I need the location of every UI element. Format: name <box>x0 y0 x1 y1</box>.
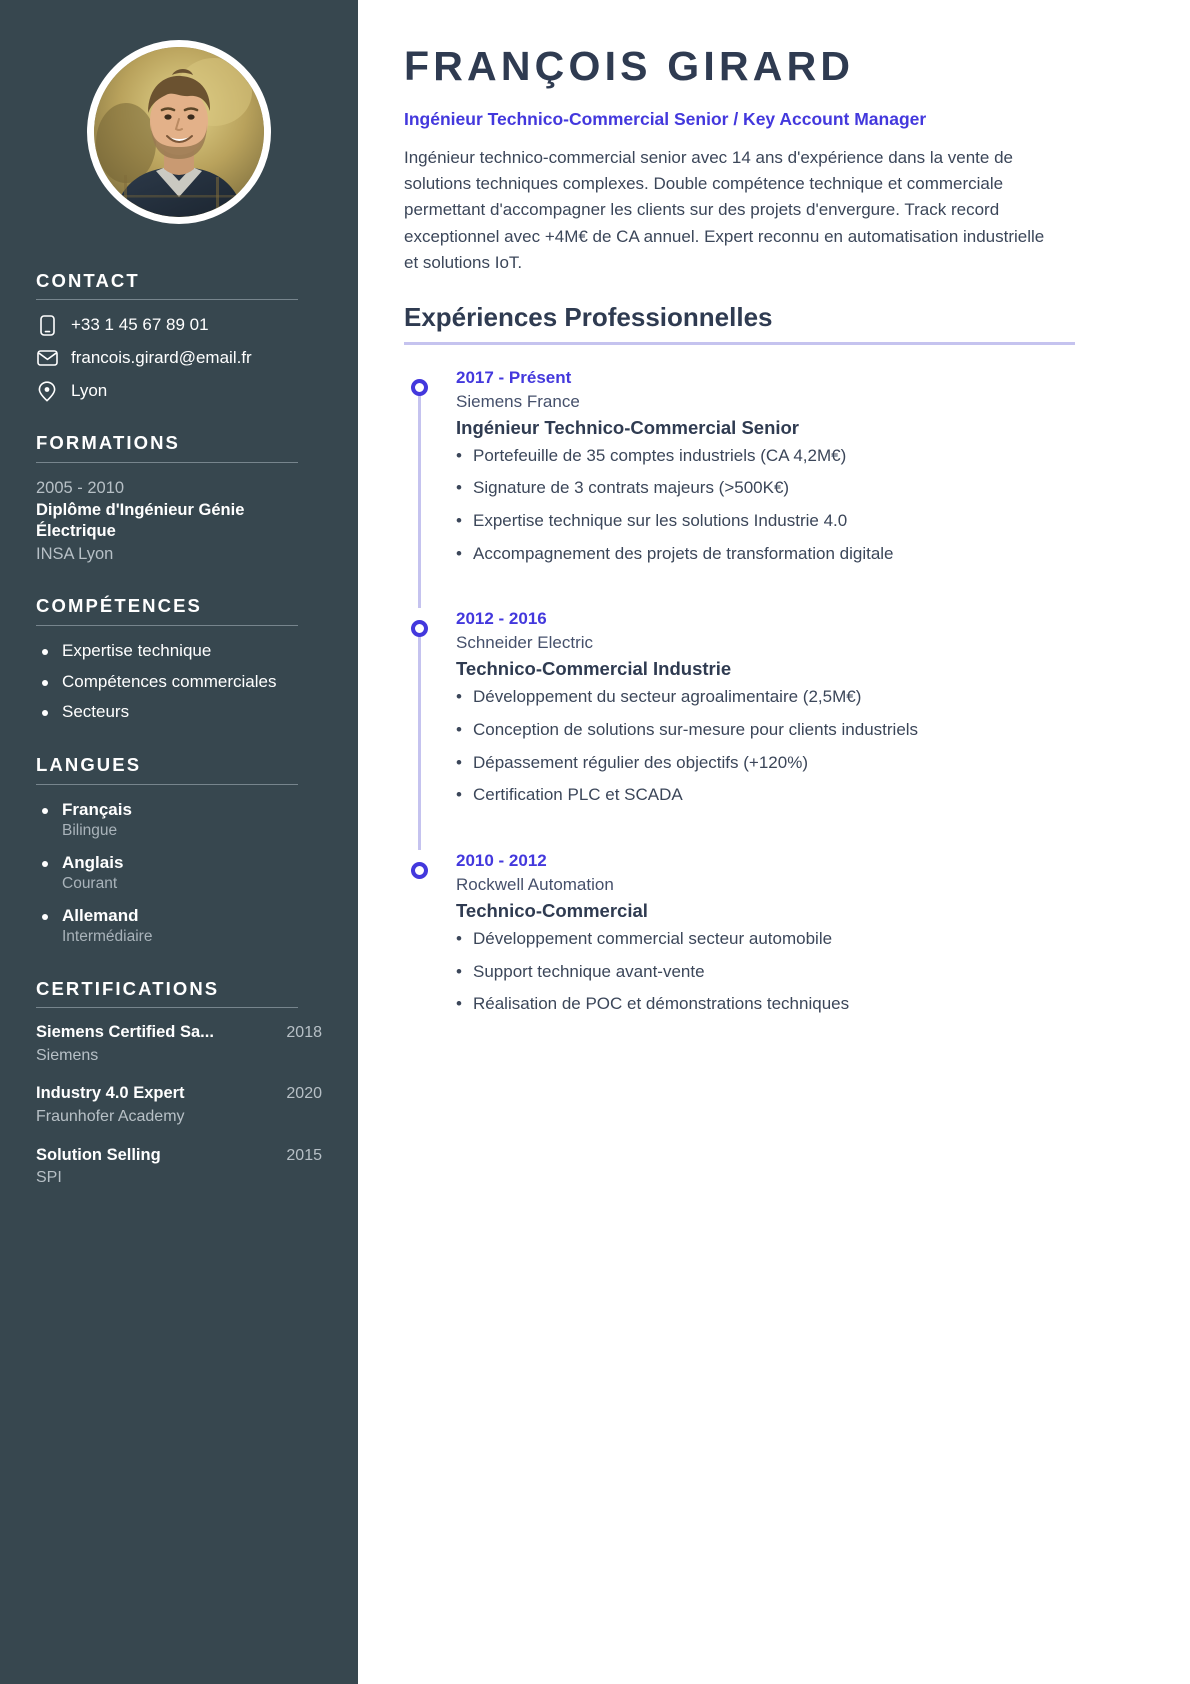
professional-summary: Ingénieur technico-commercial senior avec 14 ans d'expérience dans la vente de solutions techniques complexes. Double compétence technique et commerciale permettant d'accompagner les clients sur des projets d'envergure. Track record exceptionnel avec +4M€ de CA annuel. Expert reconnu en automatisation industrielle et solutions IoT. <box>404 147 1045 273</box>
certification-year: 2018 <box>286 1023 322 1041</box>
page-title: FRANÇOIS GIRARD <box>404 43 855 89</box>
competences-list <box>36 640 322 725</box>
list-item: • Développement du secteur agroalimentaire (2,5M€) <box>456 685 1075 710</box>
contact-email-value: francois.girard@email.fr <box>71 348 252 368</box>
language-level: Intermédiaire <box>62 927 153 945</box>
experience-period: 2010 - 2012 <box>456 850 547 870</box>
avatar-photo <box>94 47 264 217</box>
certifications-title: CERTIFICATIONS <box>36 977 220 999</box>
education-item <box>36 477 322 566</box>
list-item: • Certification PLC et SCADA <box>456 783 1075 808</box>
experience-item <box>404 608 1075 850</box>
certification-item <box>36 1022 322 1066</box>
certification-item <box>36 1083 322 1127</box>
list-item <box>36 905 322 948</box>
certification-issuer: SPI <box>36 1169 62 1187</box>
experience-period: 2017 - Présent <box>456 367 572 387</box>
experience-section-title: Expériences Professionnelles <box>404 302 773 333</box>
certification-issuer: Fraunhofer Academy <box>36 1108 185 1126</box>
certification-name: Siemens Certified Sa... <box>36 1022 214 1041</box>
contact-phone-value: +33 1 45 67 89 01 <box>71 315 209 335</box>
experience-job-title: Technico-Commercial <box>456 899 648 921</box>
list-item: • Support technique avant-vente <box>456 960 1075 985</box>
location-icon <box>36 380 58 402</box>
education-degree: Diplôme d'Ingénieur Génie Électrique <box>36 500 245 541</box>
section-divider <box>36 784 298 785</box>
experience-bullets <box>456 927 1075 1017</box>
langues-list <box>36 799 322 948</box>
experience-company: Rockwell Automation <box>456 874 614 894</box>
main-content <box>358 0 1190 1684</box>
certification-year: 2020 <box>286 1085 322 1103</box>
langues-section <box>36 754 322 947</box>
experience-item <box>404 850 1075 1017</box>
contact-title: CONTACT <box>36 270 140 291</box>
mail-icon <box>36 347 58 369</box>
competences-title: COMPÉTENCES <box>36 595 202 617</box>
list-item: • Signature de 3 contrats majeurs (>500K€) <box>456 476 1075 501</box>
formations-section <box>36 432 322 565</box>
contact-location[interactable] <box>36 380 322 402</box>
timeline-dot-icon <box>411 862 428 879</box>
list-item <box>36 852 322 895</box>
timeline-dot-icon <box>411 379 428 396</box>
sidebar <box>0 0 358 1684</box>
list-item: Secteurs <box>36 701 322 724</box>
certification-issuer: Siemens <box>36 1046 99 1064</box>
list-item: Expertise technique <box>36 640 322 663</box>
certifications-section <box>36 978 322 1189</box>
list-item: • Réalisation de POC et démonstrations techniques <box>456 992 1075 1017</box>
language-name: Français <box>62 799 132 819</box>
section-underline <box>404 342 1075 345</box>
phone-icon <box>36 314 58 336</box>
experience-company: Siemens France <box>456 391 580 411</box>
experience-bullets <box>456 685 1075 808</box>
langues-title: LANGUES <box>36 754 142 776</box>
list-item: • Accompagnement des projets de transformation digitale <box>456 542 1075 567</box>
avatar-container <box>36 40 322 224</box>
list-item: • Expertise technique sur les solutions Industrie 4.0 <box>456 509 1075 534</box>
list-item: • Conception de solutions sur-mesure pour clients industriels <box>456 718 1075 743</box>
contact-section <box>36 270 322 402</box>
timeline-dot-icon <box>411 620 428 637</box>
section-divider <box>36 462 298 463</box>
avatar <box>87 40 271 224</box>
experience-bullets <box>456 444 1075 567</box>
experience-company: Schneider Electric <box>456 633 594 653</box>
experience-period: 2012 - 2016 <box>456 609 547 629</box>
competences-section <box>36 595 322 724</box>
certification-item <box>36 1145 322 1189</box>
contact-email[interactable] <box>36 347 322 369</box>
language-level: Bilingue <box>62 821 118 839</box>
language-name: Anglais <box>62 852 124 872</box>
certification-year: 2015 <box>286 1146 322 1164</box>
experience-item <box>404 367 1075 609</box>
contact-location-value: Lyon <box>71 381 108 401</box>
language-name: Allemand <box>62 905 139 925</box>
list-item: • Dépassement régulier des objectifs (+120%) <box>456 751 1075 776</box>
list-item: Compétences commerciales <box>36 671 322 694</box>
contact-phone[interactable] <box>36 314 322 336</box>
job-role-subtitle: Ingénieur Technico-Commercial Senior / Key Account Manager <box>404 108 927 129</box>
experience-timeline <box>404 367 1075 1017</box>
section-divider <box>36 1007 298 1008</box>
section-divider <box>36 299 298 300</box>
education-school: INSA Lyon <box>36 545 114 564</box>
formations-title: FORMATIONS <box>36 432 180 454</box>
certification-name: Solution Selling <box>36 1145 161 1164</box>
list-item <box>36 799 322 842</box>
certification-name: Industry 4.0 Expert <box>36 1084 185 1103</box>
language-level: Courant <box>62 874 118 892</box>
list-item: • Portefeuille de 35 comptes industriels (CA 4,2M€) <box>456 444 1075 469</box>
section-divider <box>36 625 298 626</box>
list-item: • Développement commercial secteur automobile <box>456 927 1075 952</box>
experience-job-title: Technico-Commercial Industrie <box>456 658 732 680</box>
experience-job-title: Ingénieur Technico-Commercial Senior <box>456 416 800 438</box>
education-period: 2005 - 2010 <box>36 478 125 497</box>
